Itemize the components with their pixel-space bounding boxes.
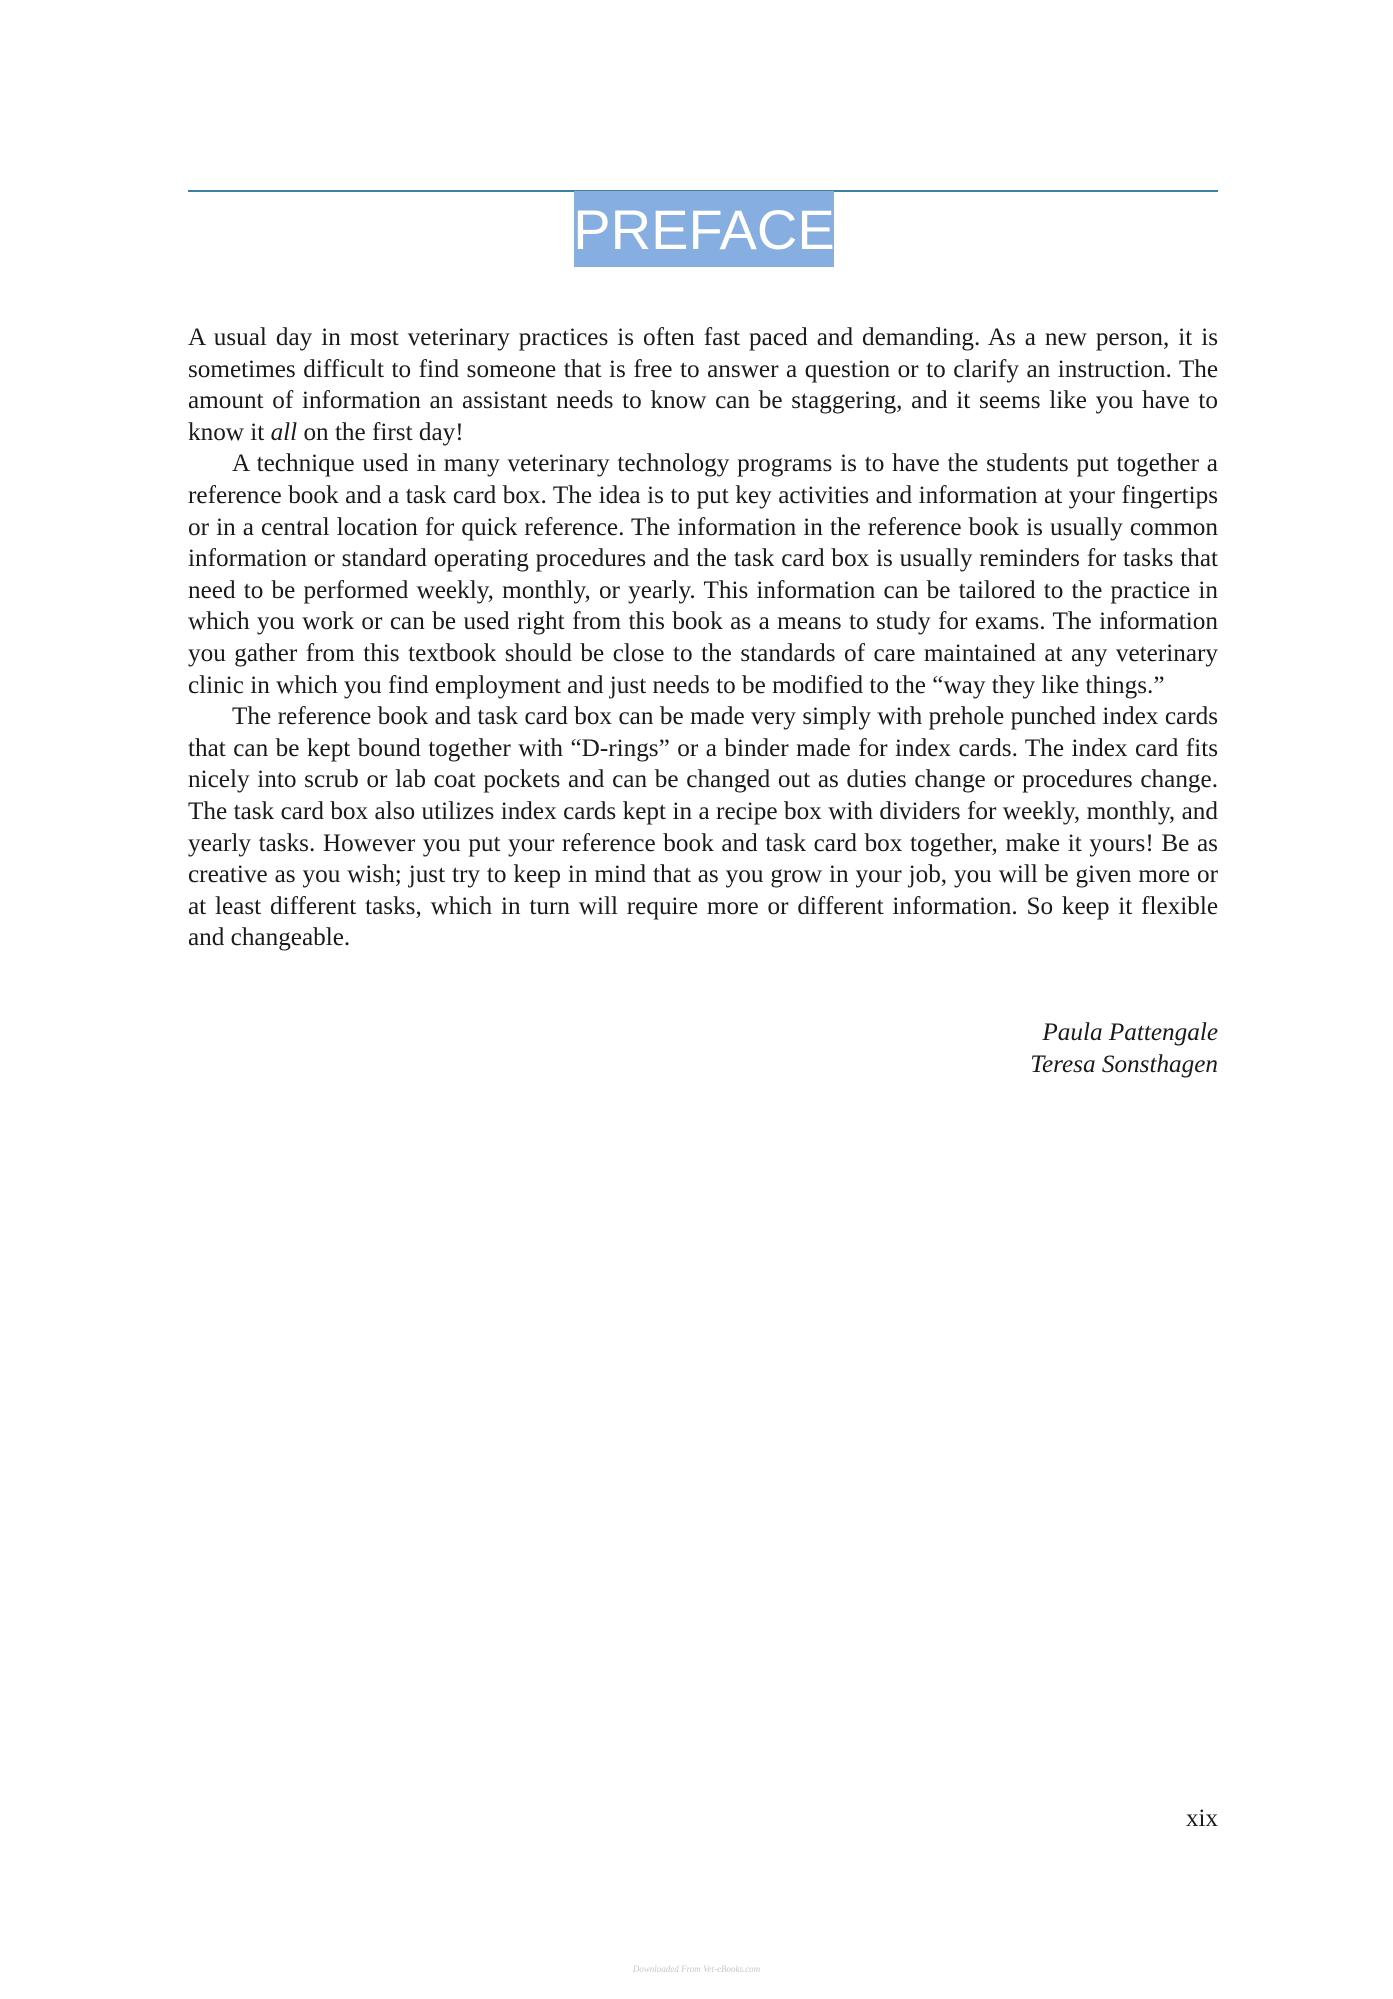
paragraph-1-text-a: A usual day in most veterinary practices is often fast paced and demanding. As a new person, it is sometimes difficult to find someone that is free to answer a question or to clarify an instruction. The amount of information an assistant needs to know can be staggering, and it seems like you have to know it	[188, 324, 1218, 446]
download-watermark: Downloaded From Vet-eBooks.com	[632, 1964, 761, 1974]
title-banner	[574, 191, 834, 267]
paragraph-1	[188, 322, 1218, 448]
author-name-1: Paula Pattengale	[1042, 1019, 1218, 1046]
paragraph-1-emphasis: all	[270, 418, 298, 446]
paragraph-3: The reference book and task card box can be made very simply with prehole punched index cards that can be kept bound together with “D-rings” or a binder made for index cards. The index card fits nicely into scrub or lab coat pockets and can be changed out as duties change or procedures change. The task card box also utilizes index cards kept in a recipe box with dividers for weekly, monthly, and yearly tasks. However you put your reference book and task card box together, make it yours! Be as creative as you wish; just try to keep in mind that as you grow in your job, you will be given more or at least different tasks, which in turn will require more or different information. So keep it flexible and changeable.	[188, 703, 1218, 952]
paragraph-1-text-b: on the first day!	[297, 418, 464, 446]
page-title: PREFACE	[573, 198, 835, 261]
page-number: xix	[1186, 1805, 1218, 1832]
author-signatures	[1030, 1017, 1218, 1080]
author-name-2: Teresa Sonsthagen	[1030, 1050, 1218, 1078]
preface-body	[188, 322, 1218, 954]
paragraph-2: A technique used in many veterinary technology programs is to have the students put together a reference book and a task card box. The idea is to put key activities and information at your fingertips or in a central location for quick reference. The information in the reference book is usually common information or standard operating procedures and the task card box is usually reminders for tasks that need to be performed weekly, monthly, or yearly. This information can be tailored to the practice in which you work or can be used right from this book as a means to study for exams. The information you gather from this textbook should be close to the standards of care maintained at any veterinary clinic in which you find employment and just needs to be modified to the “way they like things.”	[188, 450, 1218, 699]
